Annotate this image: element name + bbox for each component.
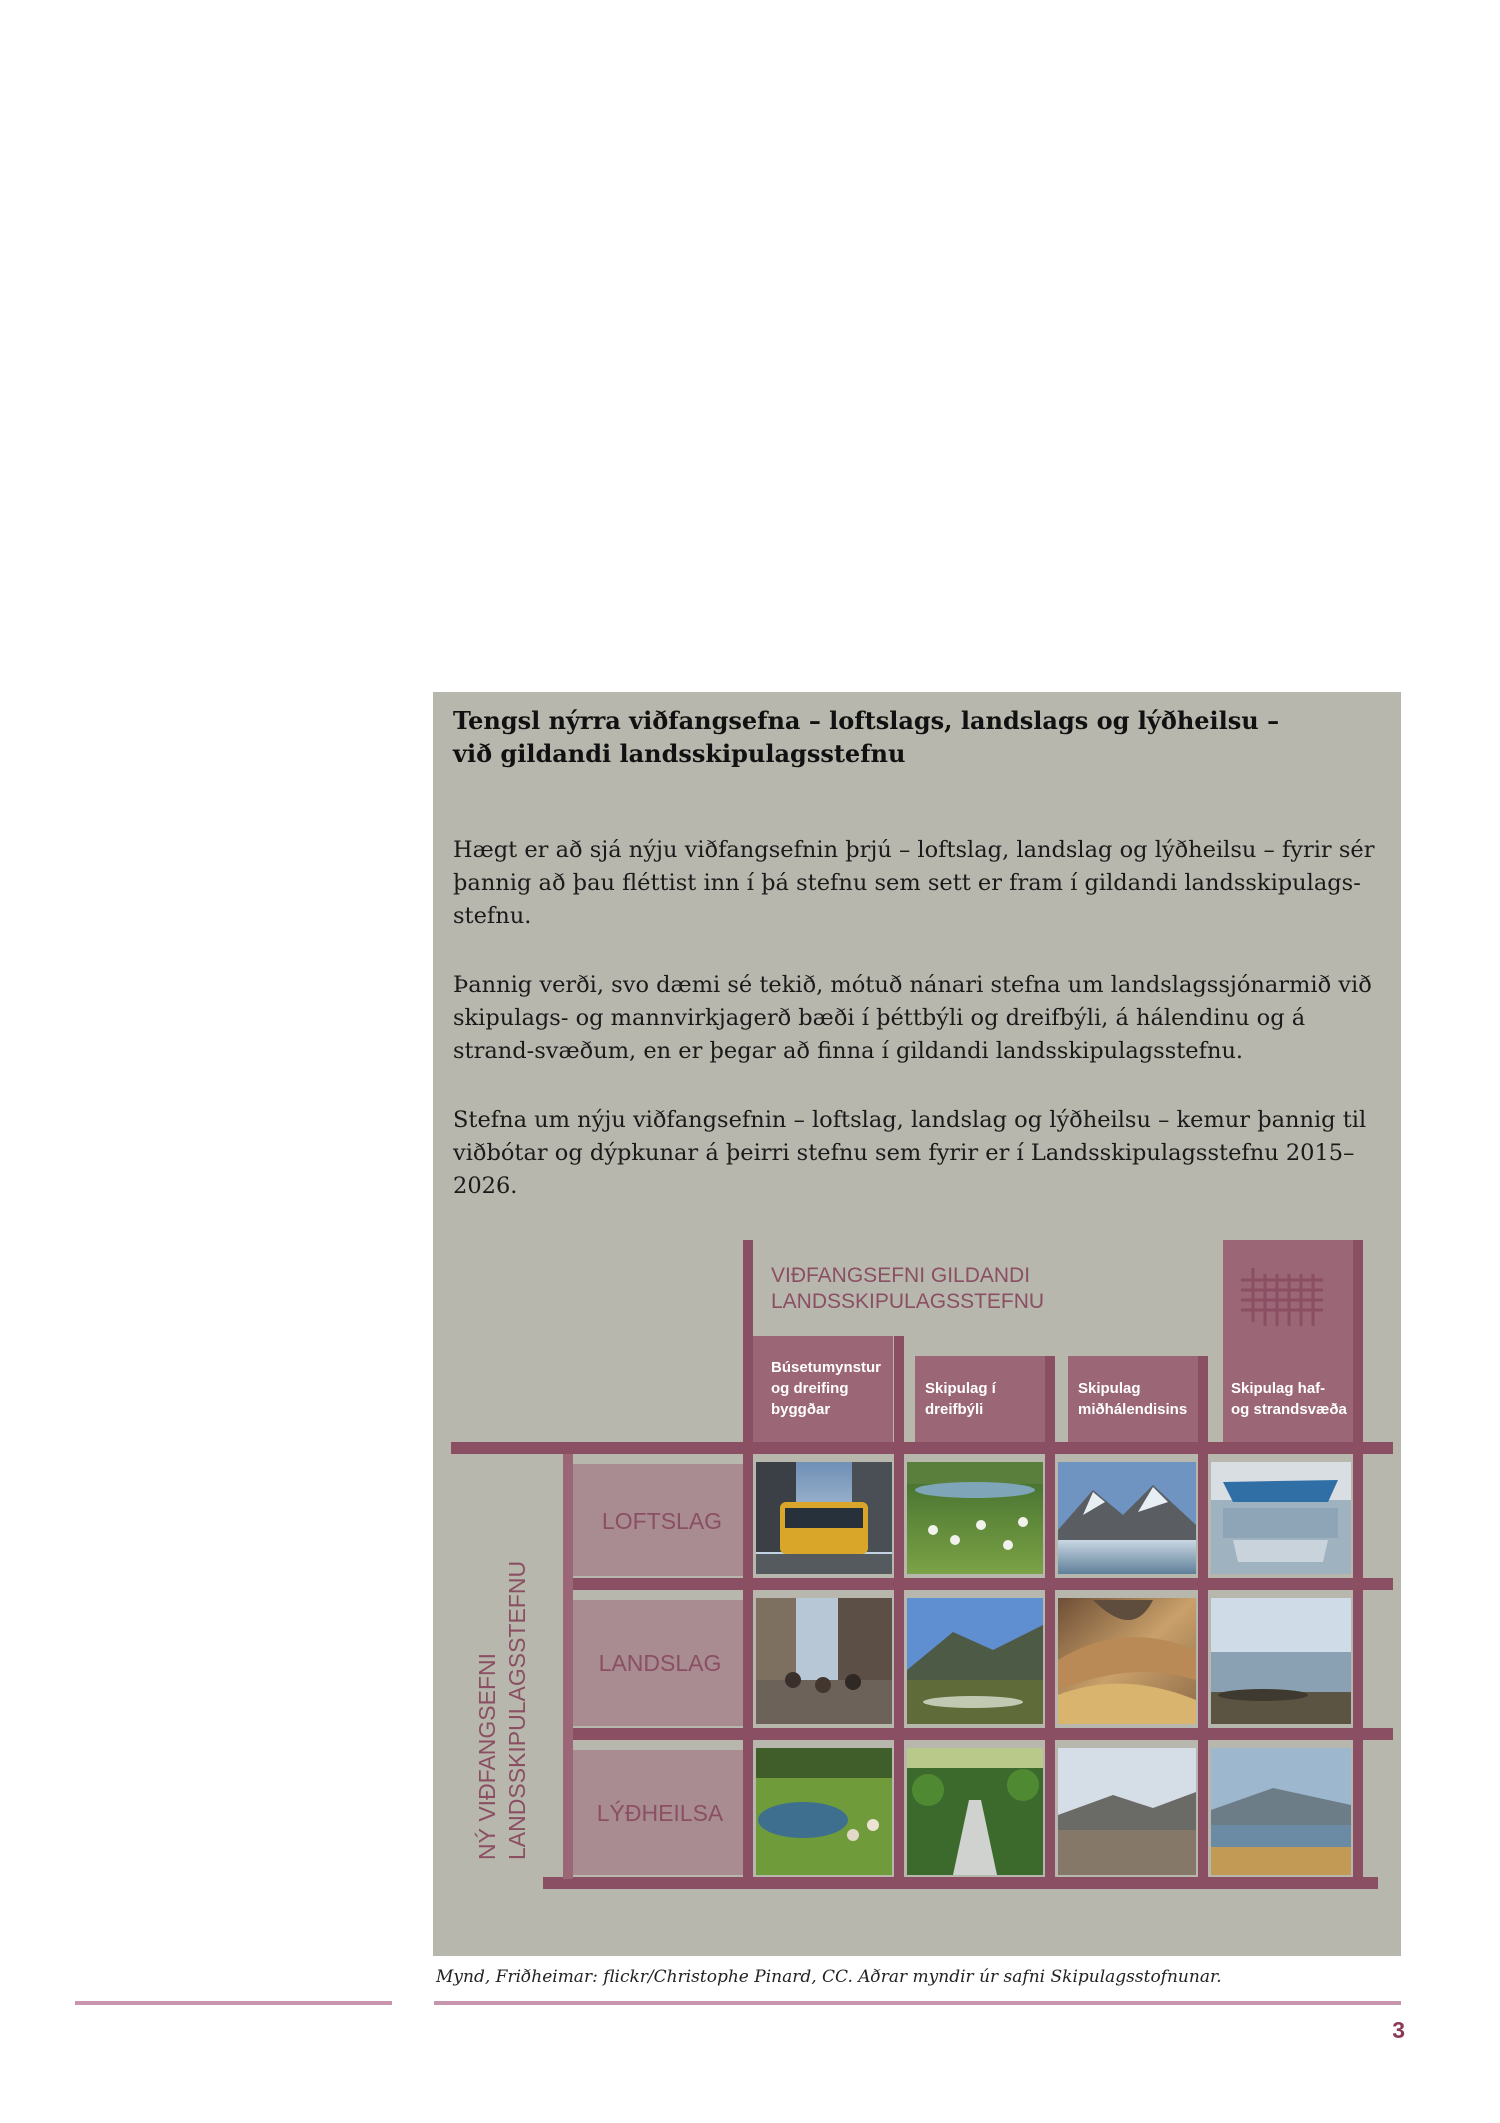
col-frame-3-right xyxy=(1198,1356,1208,1886)
photo-coastline xyxy=(1211,1598,1351,1724)
col-label-2-line-1: Skipulag í xyxy=(925,1380,996,1397)
col-label-4-line-2: og strandsvæða xyxy=(1231,1401,1347,1418)
row-label-landslag: LANDSLAG xyxy=(598,1650,722,1676)
left-row-frame xyxy=(563,1454,573,1879)
col-label-3-line-2: miðhálendisins xyxy=(1078,1401,1188,1418)
side-heading-line-1: NÝ VIÐFANGSEFNI xyxy=(474,1652,500,1860)
photo-greenhouse xyxy=(907,1748,1043,1875)
photo-colorful-hills xyxy=(1058,1598,1196,1724)
col-label-1-line-3: byggðar xyxy=(771,1401,831,1418)
top-heading-line-2: LANDSSKIPULAGSSTEFNU xyxy=(771,1290,1045,1313)
col-label-2-line-2: dreifbýli xyxy=(925,1401,984,1418)
row-bar-1 xyxy=(573,1578,1393,1590)
box-title xyxy=(453,704,1353,770)
col-label-3-line-1: Skipulag xyxy=(1078,1380,1141,1397)
paragraph-1: Hægt er að sjá nýju viðfangsefnin þrjú – loftslag, landslag og lýðheilsu – fyrir sér þannig að þau fléttist inn í þá stefnu sem sett er fram í gildandi landsskipulags-stefnu. xyxy=(453,837,1375,929)
col-frame-4-right xyxy=(1353,1240,1363,1886)
photo-glacier xyxy=(1058,1462,1196,1574)
page-number: 3 xyxy=(1392,2017,1405,2043)
topic-matrix-diagram xyxy=(433,1240,1401,1956)
col-frame-2 xyxy=(915,1356,1045,1442)
photo-highland-walk xyxy=(1058,1748,1196,1875)
paragraph-2: Þannig verði, svo dæmi sé tekið, mótuð nánari stefna um landslagssjónarmið við skipulags- og mannvirkjagerð bæði í þéttbýli og dreifbýli, á hálendinu og á strand-svæðum, en er þegar að finna í gildandi landsskipulagsstefnu. xyxy=(453,972,1372,1064)
box-title-line-2: við gildandi landsskipulagsstefnu xyxy=(453,739,906,768)
photo-beach xyxy=(1211,1748,1351,1875)
col-label-1-line-2: og dreifing xyxy=(771,1380,849,1397)
row-label-loftslag: LOFTSLAG xyxy=(601,1508,723,1534)
side-heading-line-2: LANDSSKIPULAGSSTEFNU xyxy=(504,1560,530,1860)
box-title-line-1: Tengsl nýrra viðfangsefna – loftslags, landslags og lýðheilsu – xyxy=(453,706,1280,735)
col-frame-3 xyxy=(1068,1356,1198,1442)
row-bar-2 xyxy=(573,1728,1393,1740)
figure-caption: Mynd, Friðheimar: flickr/Christophe Pinard, CC. Aðrar myndir úr safni Skipulagsstofnunar. xyxy=(436,1967,1222,1987)
photo-bus xyxy=(756,1462,892,1574)
photo-cotton-grass xyxy=(907,1462,1043,1574)
info-box xyxy=(433,692,1401,1956)
photo-park xyxy=(756,1748,892,1875)
photo-street xyxy=(756,1598,892,1724)
paragraph-3: Stefna um nýju viðfangsefnin – loftslag, landslag og lýðheilsu – kemur þannig til viðbótar og dýpkunar á þeirri stefnu sem fyrir er í Landsskipulagsstefnu 2015–2026. xyxy=(453,1107,1367,1199)
col-label-4-line-1: Skipulag haf- xyxy=(1231,1380,1326,1397)
col-label-1-line-1: Búsetumynstur xyxy=(771,1359,882,1376)
top-bar xyxy=(451,1442,1393,1454)
footer-rule-left xyxy=(75,2001,392,2005)
photo-fjord-field xyxy=(907,1598,1043,1724)
col-frame-main xyxy=(743,1240,753,1885)
col-frame-2-right xyxy=(1045,1356,1055,1886)
top-heading-line-1: VIÐFANGSEFNI GILDANDI xyxy=(771,1264,1031,1287)
col-frame-1-right xyxy=(894,1336,904,1886)
bottom-bar xyxy=(543,1877,1378,1889)
photo-boat xyxy=(1211,1462,1351,1574)
row-label-lydheilsa: LÝÐHEILSA xyxy=(596,1800,724,1826)
footer-rule-right xyxy=(434,2001,1401,2005)
